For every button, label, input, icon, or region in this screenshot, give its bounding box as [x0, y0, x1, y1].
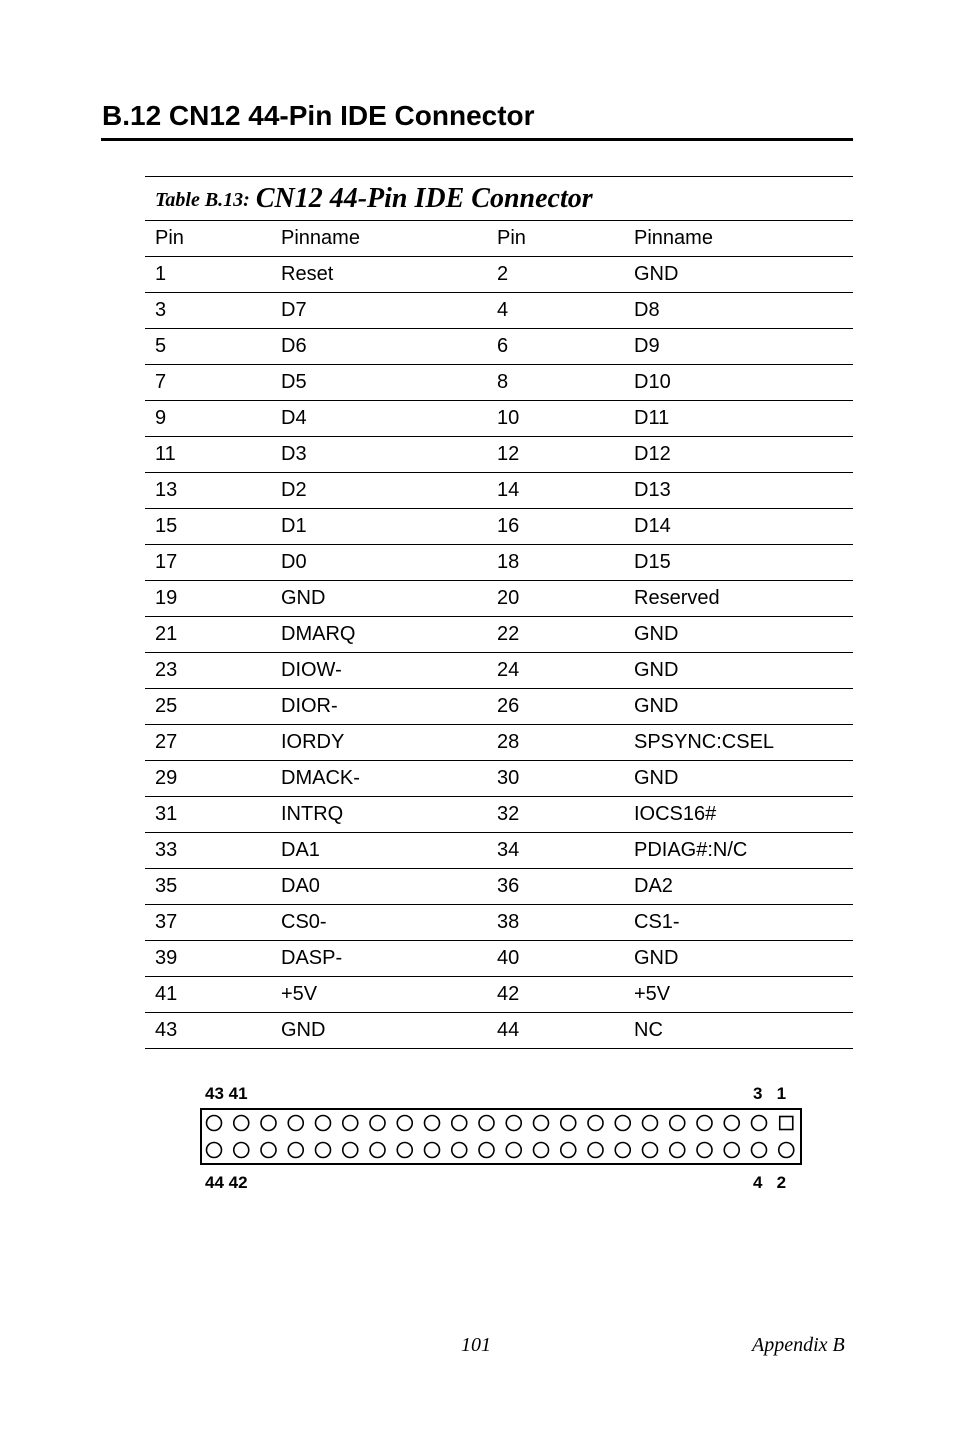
connector-label-top-right: 3 1	[753, 1084, 787, 1103]
cell-pinname: GND	[624, 761, 853, 797]
cell-pin: 19	[145, 581, 271, 617]
connector-pin	[506, 1116, 521, 1131]
cell-pin: 16	[487, 509, 624, 545]
table-row	[145, 365, 853, 401]
connector-pin	[615, 1116, 630, 1131]
connector-pin	[561, 1143, 576, 1158]
table-row	[145, 689, 853, 725]
cell-pinname: DMARQ	[271, 617, 487, 653]
cell-pinname: D11	[624, 401, 853, 437]
table-row	[145, 509, 853, 545]
connector-pin	[779, 1143, 794, 1158]
cell-pin: 3	[145, 293, 271, 329]
cell-pinname: Reserved	[624, 581, 853, 617]
cell-pin: 37	[145, 905, 271, 941]
table-row	[145, 869, 853, 905]
cell-pin: 11	[145, 437, 271, 473]
connector-pin	[588, 1143, 603, 1158]
cell-pin: 36	[487, 869, 624, 905]
cell-pin: 2	[487, 257, 624, 293]
cell-pin: 4	[487, 293, 624, 329]
cell-pinname: +5V	[271, 977, 487, 1013]
cell-pin: 9	[145, 401, 271, 437]
section-title: B.12 CN12 44-Pin IDE Connector	[102, 100, 535, 131]
table-row	[145, 725, 853, 761]
cell-pinname: GND	[624, 653, 853, 689]
cell-pinname: D13	[624, 473, 853, 509]
header-pinname: Pinname	[624, 221, 853, 257]
cell-pin: 21	[145, 617, 271, 653]
connector-pin	[343, 1143, 358, 1158]
table-row	[145, 905, 853, 941]
cell-pin: 10	[487, 401, 624, 437]
page-number: 101	[461, 1334, 491, 1356]
cell-pin: 43	[145, 1013, 271, 1049]
cell-pin: 27	[145, 725, 271, 761]
cell-pin: 38	[487, 905, 624, 941]
cell-pinname: GND	[271, 1013, 487, 1049]
cell-pinname: INTRQ	[271, 797, 487, 833]
cell-pinname: GND	[624, 617, 853, 653]
cell-pinname: DIOW-	[271, 653, 487, 689]
cell-pin: 30	[487, 761, 624, 797]
cell-pinname: D12	[624, 437, 853, 473]
connector-diagram	[200, 1108, 802, 1166]
connector-pin	[697, 1143, 712, 1158]
connector-pin	[343, 1116, 358, 1131]
cell-pinname: CS1-	[624, 905, 853, 941]
cell-pinname: IOCS16#	[624, 797, 853, 833]
cell-pin: 39	[145, 941, 271, 977]
cell-pinname: NC	[624, 1013, 853, 1049]
cell-pinname: D6	[271, 329, 487, 365]
connector-pin	[261, 1116, 276, 1131]
table-row	[145, 977, 853, 1013]
cell-pinname: GND	[624, 941, 853, 977]
cell-pin: 13	[145, 473, 271, 509]
connector-label-bottom-left: 44 42	[205, 1173, 248, 1192]
connector-pin	[588, 1116, 603, 1131]
cell-pinname: PDIAG#:N/C	[624, 833, 853, 869]
connector-pin	[316, 1116, 331, 1131]
cell-pin: 25	[145, 689, 271, 725]
table-row	[145, 257, 853, 293]
connector-pin	[670, 1143, 685, 1158]
cell-pin: 33	[145, 833, 271, 869]
table-row	[145, 1013, 853, 1049]
cell-pinname: D0	[271, 545, 487, 581]
table-row	[145, 293, 853, 329]
cell-pin: 20	[487, 581, 624, 617]
connector-pin	[425, 1116, 440, 1131]
cell-pin: 5	[145, 329, 271, 365]
cell-pin: 22	[487, 617, 624, 653]
cell-pinname: D7	[271, 293, 487, 329]
connector-pin	[643, 1116, 658, 1131]
connector-pin	[397, 1143, 412, 1158]
cell-pinname: IORDY	[271, 725, 487, 761]
cell-pin: 17	[145, 545, 271, 581]
connector-pin	[724, 1143, 739, 1158]
cell-pin: 1	[145, 257, 271, 293]
connector-pin	[316, 1143, 331, 1158]
cell-pin: 18	[487, 545, 624, 581]
table-row	[145, 617, 853, 653]
connector-pin	[397, 1116, 412, 1131]
cell-pinname: GND	[624, 689, 853, 725]
cell-pinname: DMACK-	[271, 761, 487, 797]
cell-pinname: GND	[271, 581, 487, 617]
cell-pinname: D1	[271, 509, 487, 545]
connector-pin	[506, 1143, 521, 1158]
connector-pin	[234, 1143, 249, 1158]
connector-pin	[261, 1143, 276, 1158]
cell-pinname: D14	[624, 509, 853, 545]
table-header-row	[145, 221, 853, 257]
pin-table	[145, 220, 853, 1049]
connector-pin	[234, 1116, 249, 1131]
cell-pin: 31	[145, 797, 271, 833]
cell-pin: 41	[145, 977, 271, 1013]
cell-pin: 14	[487, 473, 624, 509]
cell-pin: 8	[487, 365, 624, 401]
connector-label-bottom-right: 4 2	[753, 1173, 787, 1192]
section-rule	[101, 138, 853, 141]
header-pinname: Pinname	[271, 221, 487, 257]
cell-pin: 42	[487, 977, 624, 1013]
header-pin: Pin	[145, 221, 271, 257]
cell-pinname: +5V	[624, 977, 853, 1013]
table-caption	[145, 176, 853, 220]
table-row	[145, 329, 853, 365]
cell-pin: 24	[487, 653, 624, 689]
cell-pinname: DASP-	[271, 941, 487, 977]
connector-pin	[370, 1116, 385, 1131]
table-row	[145, 581, 853, 617]
connector-pin	[561, 1116, 576, 1131]
cell-pin: 26	[487, 689, 624, 725]
cell-pinname: DA1	[271, 833, 487, 869]
cell-pinname: SPSYNC:CSEL	[624, 725, 853, 761]
cell-pin: 23	[145, 653, 271, 689]
connector-pin	[752, 1116, 767, 1131]
connector-pin	[452, 1116, 467, 1131]
cell-pin: 40	[487, 941, 624, 977]
table-row	[145, 833, 853, 869]
cell-pin: 6	[487, 329, 624, 365]
connector-pin	[724, 1116, 739, 1131]
connector-pin	[697, 1116, 712, 1131]
table-row	[145, 761, 853, 797]
connector-pin	[288, 1143, 303, 1158]
connector-pin	[207, 1116, 222, 1131]
cell-pin: 32	[487, 797, 624, 833]
connector-pin	[288, 1116, 303, 1131]
cell-pinname: GND	[624, 257, 853, 293]
connector-pin	[479, 1116, 494, 1131]
cell-pin: 44	[487, 1013, 624, 1049]
connector-pin	[534, 1143, 549, 1158]
cell-pin: 35	[145, 869, 271, 905]
connector-pin	[479, 1143, 494, 1158]
connector-pin	[615, 1143, 630, 1158]
cell-pin: 34	[487, 833, 624, 869]
table-row	[145, 941, 853, 977]
table-caption-title: CN12 44-Pin IDE Connector	[255, 182, 593, 214]
table-row	[145, 401, 853, 437]
connector-pin	[452, 1143, 467, 1158]
table-row	[145, 797, 853, 833]
table-caption-prefix: Table B.13:	[155, 189, 250, 211]
cell-pinname: D3	[271, 437, 487, 473]
pin-table-container	[145, 176, 853, 1049]
table-row	[145, 653, 853, 689]
connector-pin	[207, 1143, 222, 1158]
table-row	[145, 437, 853, 473]
connector-pin	[534, 1116, 549, 1131]
cell-pinname: DIOR-	[271, 689, 487, 725]
connector-pin	[370, 1143, 385, 1158]
cell-pinname: D8	[624, 293, 853, 329]
cell-pin: 12	[487, 437, 624, 473]
cell-pinname: D9	[624, 329, 853, 365]
cell-pinname: D4	[271, 401, 487, 437]
cell-pinname: DA2	[624, 869, 853, 905]
cell-pin: 7	[145, 365, 271, 401]
connector-pin	[643, 1143, 658, 1158]
cell-pin: 29	[145, 761, 271, 797]
cell-pin: 15	[145, 509, 271, 545]
cell-pinname: D2	[271, 473, 487, 509]
cell-pinname: D10	[624, 365, 853, 401]
connector-pin-square	[780, 1117, 793, 1130]
connector-pin	[752, 1143, 767, 1158]
footer-section: Appendix B	[752, 1334, 845, 1356]
cell-pinname: D5	[271, 365, 487, 401]
header-pin: Pin	[487, 221, 624, 257]
cell-pinname: D15	[624, 545, 853, 581]
cell-pinname: CS0-	[271, 905, 487, 941]
cell-pinname: DA0	[271, 869, 487, 905]
cell-pin: 28	[487, 725, 624, 761]
cell-pinname: Reset	[271, 257, 487, 293]
connector-pin	[425, 1143, 440, 1158]
connector-label-top-left: 43 41	[205, 1084, 248, 1103]
table-row	[145, 545, 853, 581]
table-row	[145, 473, 853, 509]
connector-pin	[670, 1116, 685, 1131]
